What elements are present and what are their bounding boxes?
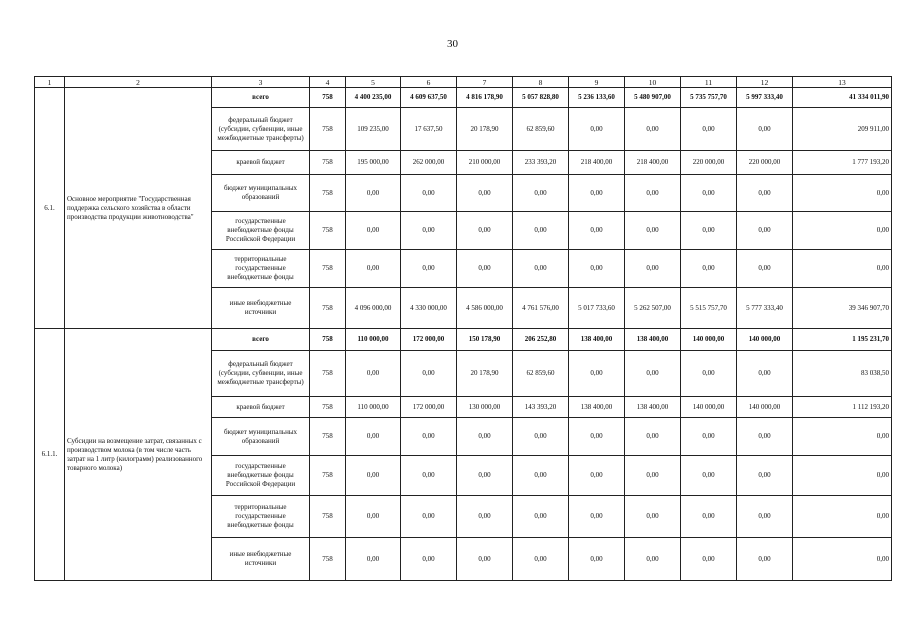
- year-value: 0,00: [625, 456, 681, 496]
- total-value: 0,00: [793, 496, 892, 538]
- year-value: 0,00: [681, 496, 737, 538]
- year-value: 0,00: [569, 456, 625, 496]
- total-value: 41 334 011,90: [793, 88, 892, 108]
- year-value: 0,00: [681, 250, 737, 288]
- year-value: 140 000,00: [681, 329, 737, 351]
- header-cell: 11: [681, 77, 737, 88]
- budget-code: 758: [310, 175, 346, 212]
- year-value: 4 096 000,00: [346, 288, 401, 329]
- year-value: 0,00: [569, 538, 625, 581]
- year-value: 150 178,90: [457, 329, 513, 351]
- year-value: 4 609 637,50: [401, 88, 457, 108]
- funding-source: федеральный бюджет (субсидии, субвенции, иные межбюджетные трансферты): [212, 351, 310, 397]
- year-value: 0,00: [346, 351, 401, 397]
- year-value: 0,00: [513, 538, 569, 581]
- page-number: 30: [447, 38, 458, 50]
- header-cell: 12: [737, 77, 793, 88]
- year-value: 0,00: [513, 175, 569, 212]
- year-value: 0,00: [513, 212, 569, 250]
- year-value: 0,00: [346, 212, 401, 250]
- year-value: 0,00: [346, 496, 401, 538]
- year-value: 4 330 000,00: [401, 288, 457, 329]
- funding-source: федеральный бюджет (субсидии, субвенции, иные межбюджетные трансферты): [212, 108, 310, 151]
- budget-code: 758: [310, 496, 346, 538]
- year-value: 0,00: [457, 175, 513, 212]
- year-value: 0,00: [457, 212, 513, 250]
- year-value: 0,00: [625, 250, 681, 288]
- year-value: 0,00: [401, 538, 457, 581]
- header-cell: 1: [35, 77, 65, 88]
- budget-code: 758: [310, 456, 346, 496]
- year-value: 0,00: [569, 212, 625, 250]
- year-value: 0,00: [737, 212, 793, 250]
- year-value: 0,00: [457, 418, 513, 456]
- year-value: 0,00: [346, 250, 401, 288]
- budget-code: 758: [310, 88, 346, 108]
- year-value: 5 057 828,80: [513, 88, 569, 108]
- total-value: 1 195 231,70: [793, 329, 892, 351]
- year-value: 233 393,20: [513, 151, 569, 175]
- funding-source: государственные внебюджетные фонды Российской Федерации: [212, 456, 310, 496]
- year-value: 218 400,00: [569, 151, 625, 175]
- year-value: 0,00: [457, 496, 513, 538]
- section-name: Основное мероприятие "Государственная поддержка сельского хозяйства в области производства продукции животноводства": [65, 88, 212, 329]
- budget-code: 758: [310, 329, 346, 351]
- header-cell: 2: [65, 77, 212, 88]
- year-value: 62 859,60: [513, 351, 569, 397]
- funding-source: бюджет муниципальных образований: [212, 418, 310, 456]
- year-value: 0,00: [401, 456, 457, 496]
- year-value: 0,00: [569, 250, 625, 288]
- year-value: 143 393,20: [513, 397, 569, 418]
- funding-source: территориальные государственные внебюджетные фонды: [212, 250, 310, 288]
- year-value: 5 480 907,00: [625, 88, 681, 108]
- year-value: 0,00: [681, 418, 737, 456]
- header-cell: 8: [513, 77, 569, 88]
- header-cell: 3: [212, 77, 310, 88]
- budget-code: 758: [310, 250, 346, 288]
- budget-code: 758: [310, 212, 346, 250]
- year-value: 0,00: [457, 456, 513, 496]
- year-value: 110 000,00: [346, 397, 401, 418]
- budget-code: 758: [310, 288, 346, 329]
- total-value: 0,00: [793, 538, 892, 581]
- funding-source: бюджет муниципальных образований: [212, 175, 310, 212]
- year-value: 0,00: [625, 496, 681, 538]
- year-value: 210 000,00: [457, 151, 513, 175]
- year-value: 0,00: [401, 351, 457, 397]
- budget-code: 758: [310, 351, 346, 397]
- section-number: 6.1.: [35, 88, 65, 329]
- total-value: 209 911,00: [793, 108, 892, 151]
- year-value: 0,00: [737, 538, 793, 581]
- budget-code: 758: [310, 538, 346, 581]
- funding-source: краевой бюджет: [212, 397, 310, 418]
- table-row: [35, 329, 892, 351]
- year-value: 0,00: [569, 496, 625, 538]
- header-cell: 10: [625, 77, 681, 88]
- year-value: 0,00: [625, 175, 681, 212]
- year-value: 0,00: [737, 108, 793, 151]
- year-value: 109 235,00: [346, 108, 401, 151]
- year-value: 0,00: [737, 456, 793, 496]
- year-value: 195 000,00: [346, 151, 401, 175]
- total-value: 1 112 193,20: [793, 397, 892, 418]
- year-value: 0,00: [346, 456, 401, 496]
- budget-code: 758: [310, 418, 346, 456]
- year-value: 140 000,00: [681, 397, 737, 418]
- funding-source: иные внебюджетные источники: [212, 288, 310, 329]
- year-value: 0,00: [346, 175, 401, 212]
- year-value: 4 816 178,90: [457, 88, 513, 108]
- year-value: 220 000,00: [737, 151, 793, 175]
- header-row: [35, 77, 892, 88]
- year-value: 110 000,00: [346, 329, 401, 351]
- year-value: 5 735 757,70: [681, 88, 737, 108]
- year-value: 0,00: [513, 456, 569, 496]
- total-value: 39 346 907,70: [793, 288, 892, 329]
- total-value: 83 038,50: [793, 351, 892, 397]
- year-value: 0,00: [569, 418, 625, 456]
- year-value: 138 400,00: [625, 397, 681, 418]
- year-value: 20 178,90: [457, 351, 513, 397]
- year-value: 0,00: [625, 108, 681, 151]
- year-value: 0,00: [737, 250, 793, 288]
- year-value: 4 761 576,00: [513, 288, 569, 329]
- year-value: 5 515 757,70: [681, 288, 737, 329]
- year-value: 0,00: [401, 250, 457, 288]
- total-value: 1 777 193,20: [793, 151, 892, 175]
- funding-source: государственные внебюджетные фонды Российской Федерации: [212, 212, 310, 250]
- year-value: 0,00: [681, 351, 737, 397]
- table-row: [35, 88, 892, 108]
- year-value: 0,00: [457, 538, 513, 581]
- header-cell: 7: [457, 77, 513, 88]
- budget-code: 758: [310, 108, 346, 151]
- year-value: 0,00: [625, 418, 681, 456]
- section-number: 6.1.1.: [35, 329, 65, 581]
- year-value: 0,00: [681, 175, 737, 212]
- year-value: 4 586 000,00: [457, 288, 513, 329]
- year-value: 0,00: [737, 175, 793, 212]
- funding-source: краевой бюджет: [212, 151, 310, 175]
- year-value: 5 997 333,40: [737, 88, 793, 108]
- section-name: Субсидии на возмещение затрат, связанных с производством молока (в том числе часть затрат на 1 литр (килограмм) реализованного товарного молока): [65, 329, 212, 581]
- year-value: 0,00: [457, 250, 513, 288]
- header-cell: 4: [310, 77, 346, 88]
- year-value: 140 000,00: [737, 329, 793, 351]
- year-value: 130 000,00: [457, 397, 513, 418]
- year-value: 138 400,00: [625, 329, 681, 351]
- year-value: 0,00: [625, 351, 681, 397]
- year-value: 172 000,00: [401, 329, 457, 351]
- year-value: 218 400,00: [625, 151, 681, 175]
- year-value: 206 252,80: [513, 329, 569, 351]
- header-cell: 5: [346, 77, 401, 88]
- year-value: 0,00: [401, 418, 457, 456]
- year-value: 62 859,60: [513, 108, 569, 151]
- year-value: 20 178,90: [457, 108, 513, 151]
- year-value: 4 400 235,00: [346, 88, 401, 108]
- year-value: 0,00: [569, 351, 625, 397]
- year-value: 0,00: [625, 212, 681, 250]
- year-value: 0,00: [401, 212, 457, 250]
- year-value: 5 017 733,60: [569, 288, 625, 329]
- table-body: [35, 77, 892, 581]
- header-cell: 9: [569, 77, 625, 88]
- year-value: 0,00: [346, 538, 401, 581]
- year-value: 138 400,00: [569, 329, 625, 351]
- year-value: 0,00: [681, 456, 737, 496]
- year-value: 140 000,00: [737, 397, 793, 418]
- funding-source: территориальные государственные внебюджетные фонды: [212, 496, 310, 538]
- header-cell: 6: [401, 77, 457, 88]
- year-value: 0,00: [737, 496, 793, 538]
- year-value: 17 637,50: [401, 108, 457, 151]
- year-value: 0,00: [346, 418, 401, 456]
- year-value: 0,00: [625, 538, 681, 581]
- total-value: 0,00: [793, 212, 892, 250]
- year-value: 262 000,00: [401, 151, 457, 175]
- year-value: 138 400,00: [569, 397, 625, 418]
- year-value: 0,00: [737, 418, 793, 456]
- budget-code: 758: [310, 397, 346, 418]
- header-cell: 13: [793, 77, 892, 88]
- budget-table: [34, 76, 892, 581]
- funding-source: всего: [212, 88, 310, 108]
- total-value: 0,00: [793, 250, 892, 288]
- total-value: 0,00: [793, 175, 892, 212]
- year-value: 5 777 333,40: [737, 288, 793, 329]
- year-value: 0,00: [513, 250, 569, 288]
- year-value: 220 000,00: [681, 151, 737, 175]
- year-value: 0,00: [513, 496, 569, 538]
- year-value: 0,00: [569, 175, 625, 212]
- year-value: 5 262 507,00: [625, 288, 681, 329]
- total-value: 0,00: [793, 456, 892, 496]
- year-value: 0,00: [569, 108, 625, 151]
- funding-source: иные внебюджетные источники: [212, 538, 310, 581]
- year-value: 0,00: [401, 496, 457, 538]
- year-value: 172 000,00: [401, 397, 457, 418]
- year-value: 0,00: [681, 212, 737, 250]
- funding-source: всего: [212, 329, 310, 351]
- total-value: 0,00: [793, 418, 892, 456]
- year-value: 0,00: [681, 108, 737, 151]
- year-value: 0,00: [401, 175, 457, 212]
- year-value: 0,00: [737, 351, 793, 397]
- year-value: 5 236 133,60: [569, 88, 625, 108]
- year-value: 0,00: [513, 418, 569, 456]
- budget-code: 758: [310, 151, 346, 175]
- year-value: 0,00: [681, 538, 737, 581]
